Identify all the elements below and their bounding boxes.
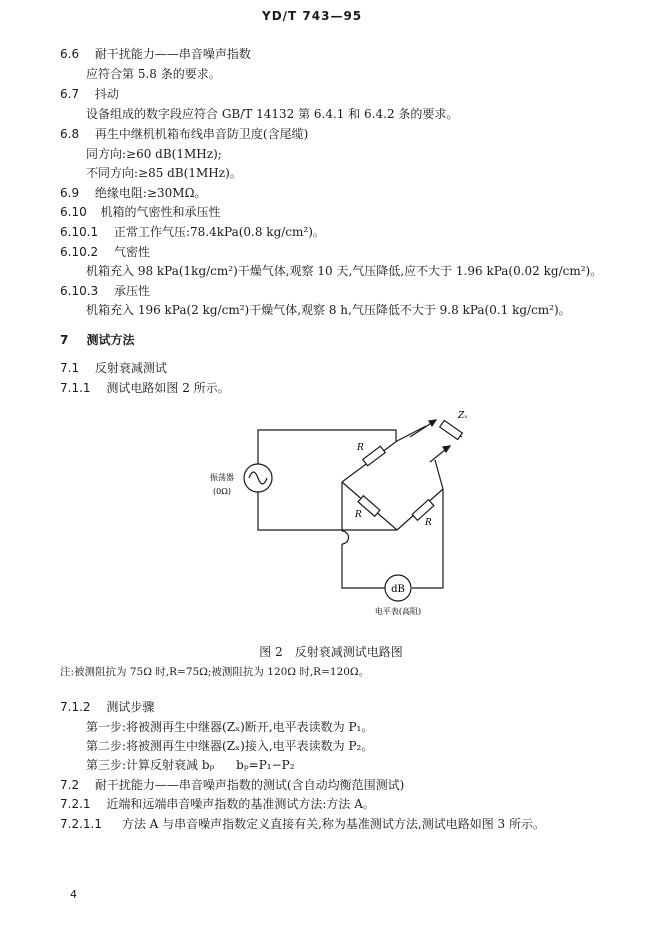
figure-2-circuit-diagram bbox=[200, 400, 500, 630]
test-step-3 bbox=[86, 758, 295, 772]
section-text: 近端和远端串音噪声指数的基准测试方法:方法 A。 bbox=[106, 797, 375, 811]
resistor-label-bottom-left: R bbox=[355, 510, 362, 520]
section-7-1-2-heading bbox=[60, 700, 154, 714]
section-6-7-heading bbox=[60, 87, 119, 101]
section-7-1-heading bbox=[60, 361, 167, 375]
wire-crossover bbox=[342, 531, 349, 544]
figure-2-note: 注:被测阻抗为 75Ω 时,R=75Ω;被测阻抗为 120Ω 时,R=120Ω。 bbox=[60, 666, 370, 678]
section-number: 7 bbox=[60, 333, 69, 347]
resistor-label-top-left: R bbox=[357, 443, 364, 453]
resistor-label-bottom-right: R bbox=[425, 518, 432, 528]
section-6-8-heading bbox=[60, 127, 308, 141]
section-title: 气密性 bbox=[114, 245, 151, 259]
section-number: 7.1 bbox=[60, 361, 80, 375]
section-title: 机箱的气密性和承压性 bbox=[100, 205, 221, 219]
section-6-6-body: 应符合第 5.8 条的要求。 bbox=[86, 67, 221, 81]
section-title: 承压性 bbox=[114, 284, 151, 298]
section-6-10-2-heading bbox=[60, 245, 150, 259]
section-number: 6.10.1 bbox=[60, 225, 99, 239]
page-number: 4 bbox=[70, 888, 77, 901]
oscillator-label: 振荡器 bbox=[210, 473, 234, 482]
section-6-6-heading bbox=[60, 47, 251, 61]
section-number: 7.2 bbox=[60, 778, 80, 792]
section-number: 6.7 bbox=[60, 87, 80, 101]
test-step-3-formula: bₚ=P₁−P₂ bbox=[236, 758, 295, 772]
section-6-10-3-heading bbox=[60, 284, 150, 298]
test-step-2: 第二步:将被测再生中继器(Zₓ)接入,电平表读数为 P₂。 bbox=[86, 739, 374, 753]
section-text: 方法 A 与串音噪声指数定义直接有关,称为基准测试方法,测试电路如图 3 所示。 bbox=[121, 817, 546, 831]
section-7-1-1 bbox=[60, 381, 230, 395]
section-6-7-body: 设备组成的数字段应符合 GB/T 14132 第 6.4.1 和 6.4.2 条的要求。 bbox=[86, 107, 459, 121]
figure-2-caption: 图 2 反射衰减测试电路图 bbox=[259, 645, 403, 659]
meter-symbol-text: dB bbox=[391, 584, 405, 595]
section-text: 正常工作气压:78.4kPa(0.8 kg/cm²)。 bbox=[114, 225, 325, 239]
document-code: YD/T 743—95 bbox=[262, 9, 363, 23]
section-6-10-2-body: 机箱充入 98 kPa(1kg/cm²)干燥气体,观察 10 天,气压降低,应不大于 1.96 kPa(0.02 kg/cm²)。 bbox=[86, 264, 603, 278]
test-step-1: 第一步:将被测再生中继器(Zₓ)断开,电平表读数为 P₁。 bbox=[86, 720, 374, 734]
section-text: 测试电路如图 2 所示。 bbox=[106, 381, 230, 395]
section-6-10-heading bbox=[60, 205, 221, 219]
section-6-8-line1: 同方向:≥60 dB(1MHz); bbox=[86, 147, 222, 161]
section-6-8-line2: 不同方向:≥85 dB(1MHz)。 bbox=[86, 166, 242, 180]
section-number: 6.10 bbox=[60, 205, 87, 219]
section-6-10-3-body: 机箱充入 196 kPa(2 kg/cm²)干燥气体,观察 8 h,气压降低不大于 9.8 kPa(0.1 kg/cm²)。 bbox=[86, 303, 571, 317]
section-title: 测试方法 bbox=[86, 333, 135, 347]
wire-meter-feed bbox=[435, 460, 443, 489]
resistor-top-left bbox=[363, 446, 385, 466]
probe-arrowhead-zx bbox=[429, 420, 436, 426]
section-title: 再生中继机机箱布线串音防卫度(含尾缆) bbox=[94, 127, 309, 141]
oscillator-impedance: (0Ω) bbox=[213, 487, 231, 496]
section-number: 6.10.3 bbox=[60, 284, 99, 298]
zx-label: Zₓ bbox=[458, 411, 468, 421]
section-6-9 bbox=[60, 186, 207, 200]
section-number: 7.1.2 bbox=[60, 700, 91, 714]
section-number: 7.2.1.1 bbox=[60, 817, 102, 831]
zx-load bbox=[440, 420, 463, 439]
section-6-10-1 bbox=[60, 225, 325, 239]
section-7-2-1-1 bbox=[60, 817, 545, 831]
section-number: 7.2.1 bbox=[60, 797, 91, 811]
test-step-3-text: 第三步:计算反射衰减 bₚ bbox=[86, 758, 215, 772]
section-title: 耐干扰能力——串音噪声指数 bbox=[94, 47, 251, 61]
section-number: 6.9 bbox=[60, 186, 80, 200]
section-7-2-1 bbox=[60, 797, 375, 811]
section-number: 6.8 bbox=[60, 127, 80, 141]
section-title: 耐干扰能力——串音噪声指数的测试(含自动均衡范围测试) bbox=[94, 778, 405, 792]
section-title: 测试步骤 bbox=[106, 700, 155, 714]
section-number: 6.6 bbox=[60, 47, 80, 61]
section-7-heading bbox=[60, 333, 135, 347]
section-text: 绝缘电阻:≥30MΩ。 bbox=[94, 186, 207, 200]
section-title: 抖动 bbox=[94, 87, 119, 101]
section-number: 7.1.1 bbox=[60, 381, 91, 395]
section-title: 反射衰减测试 bbox=[94, 361, 167, 375]
section-7-2-heading bbox=[60, 778, 404, 792]
meter-label: 电平表(高阻) bbox=[374, 607, 422, 616]
section-number: 6.10.2 bbox=[60, 245, 99, 259]
